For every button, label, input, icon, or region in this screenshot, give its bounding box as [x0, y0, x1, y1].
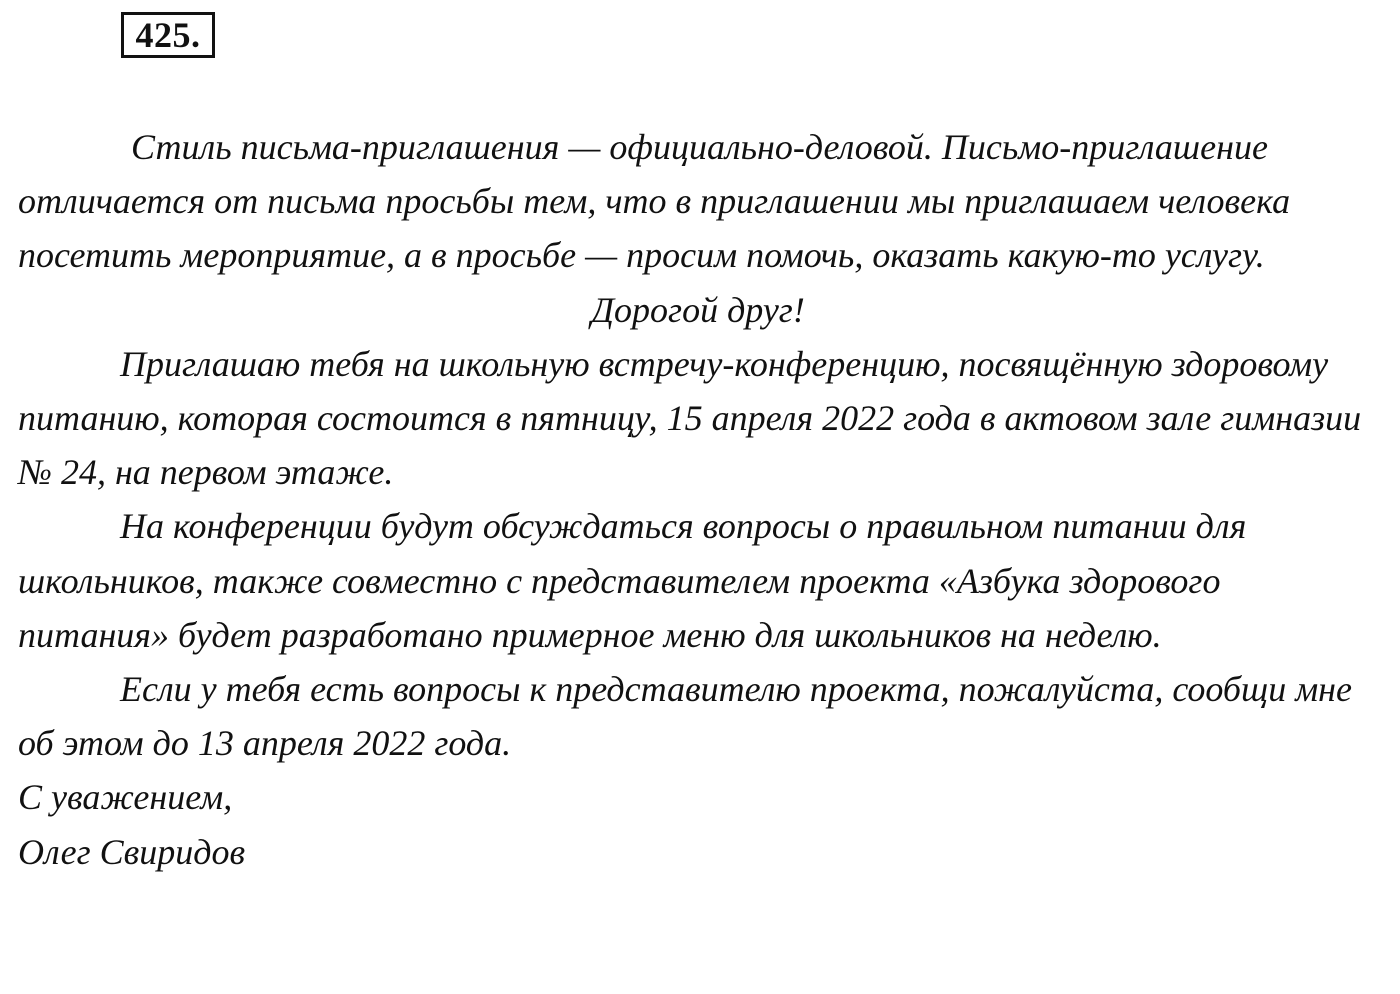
analysis-paragraph: Стиль письма-приглашения — официально-деловой. Письмо-приглашение отличается от письма просьбы тем, что в приглашении мы приглашаем человека посетить мероприятие, а в просьбе — просим помочь, оказать какую-то услугу. — [18, 127, 1291, 276]
document-body — [18, 120, 1378, 879]
letter-paragraph: На конференции будут обсуждаться вопросы о правильном питании для школьников, также совместно с представителем проекта «Азбука здорового питания» будет разработано примерное меню для школьников на неделю. — [18, 506, 1247, 655]
letter-paragraph: Приглашаю тебя на школьную встречу-конференцию, посвящённую здоровому питанию, которая состоится в пятницу, 15 апреля 2022 года в актовом зале гимназии № 24, на первом этаже. — [18, 343, 1362, 493]
letter-closing: С уважением, — [18, 777, 233, 818]
exercise-number: 425. — [121, 12, 215, 58]
letter-greeting: Дорогой друг! — [591, 289, 805, 330]
letter-paragraph: Если у тебя есть вопросы к представителю проекта, пожалуйста, сообщи мне об этом до 13 апреля 2022 года. — [18, 669, 1353, 764]
letter-signature: Олег Свиридов — [18, 831, 246, 872]
